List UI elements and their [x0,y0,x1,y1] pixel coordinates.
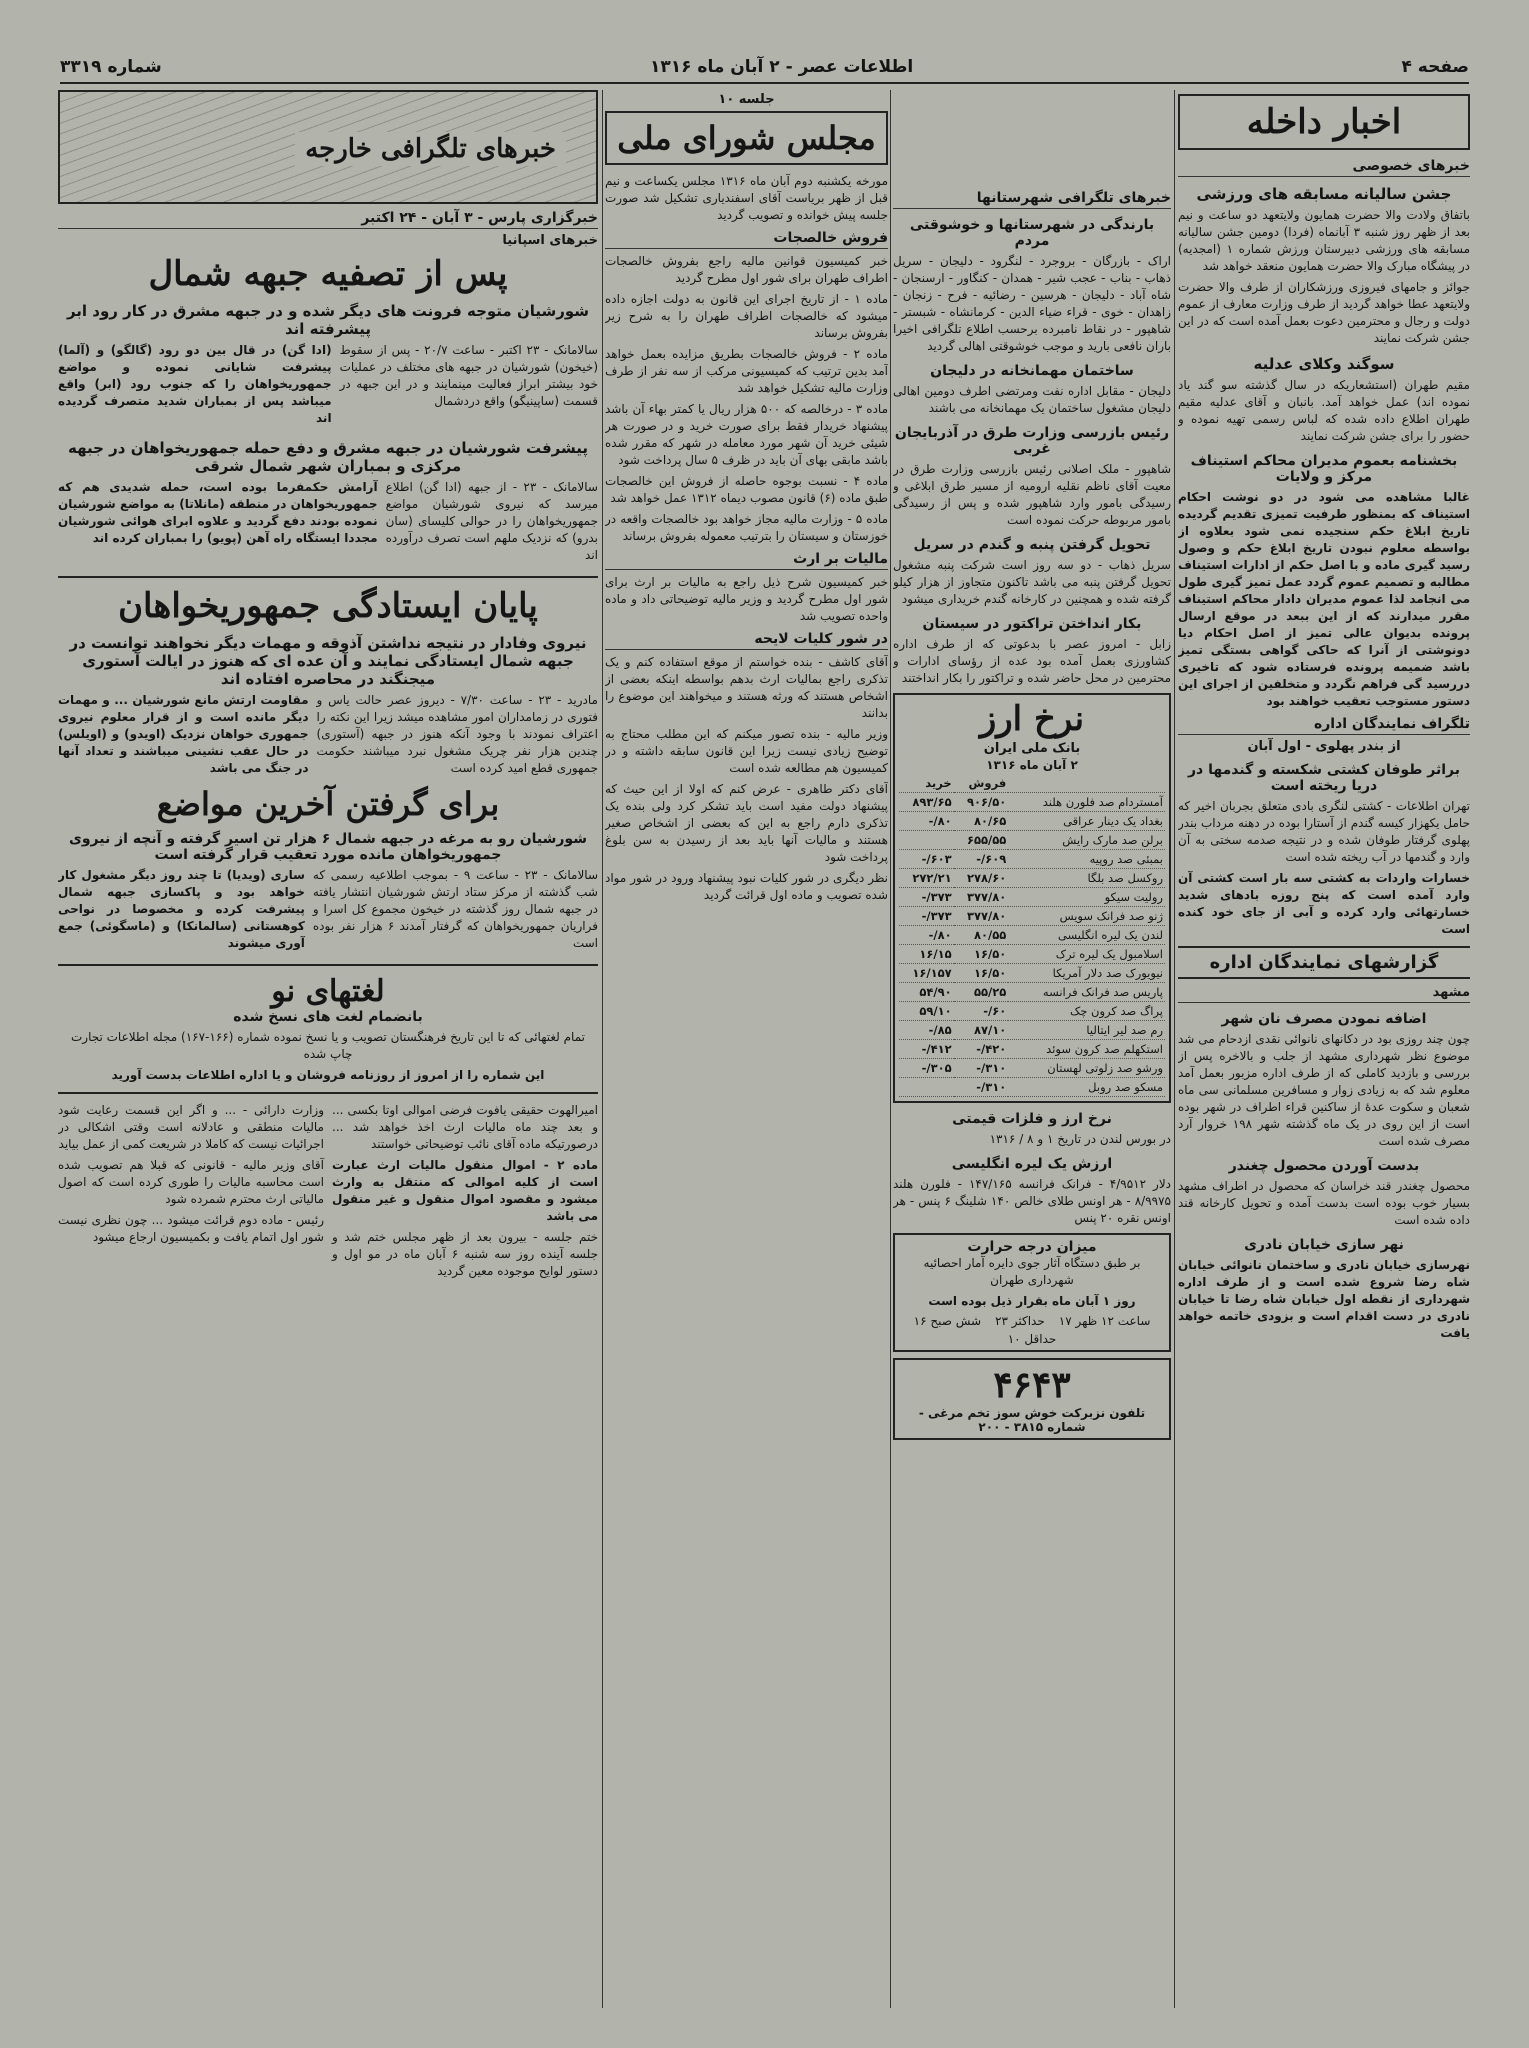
headline: بکار انداختن تراکتور در سیستان [922,616,1142,632]
table-row [899,1059,1165,1078]
headline: بدست آوردن محصول چغندر [1228,1158,1420,1174]
col-header-buy: خرید [899,774,954,793]
headline: براثر طوفان کشتی شکسته و گندمها در دریا ریخته است [1188,762,1460,794]
article-text: باتفاق ولادت والا حضرت همایون ولایتعهد دو ساعت و نیم بعد از ظهر روز شنبه ۳ آبانماه (فردا) دومین جشن سالیانه مسابقه های ورزشی دبیرستان ورزش شماره ۱ (امجدیه) در پیشگاه مبارک والا حضرت همایون منعقد خواهد شد [1178,208,1470,273]
table-row [899,1021,1165,1040]
article-text: دلار ۴/۹۵۱۲ - فرانک فرانسه ۱۴۷/۱۶۵ - فلورن هلند ۸/۹۹۷۵ - هر اونس طلای خالص ۱۴۰ شلینگ ۶ پنس - هر اونس نقره ۲۰ پنس [893,1177,1171,1225]
column-rule [1174,90,1175,2008]
article-text: جوائز و جامهای فیروزی ورزشکاران از طرف والا حضرت ولایتعهد عطا خواهد گردید از طرف وزارت معارف از عموم دولت و رجال و محترمین دعوت بعمل آمده است که در این جشن شرکت نمایند [1178,280,1470,345]
temperature-item: ساعت ۱۲ ظهر ۱۷ [1058,1314,1151,1328]
section-title: خبرهای اسپانیا [502,233,598,248]
exchange-table [899,774,1165,1097]
section-title: فروش خالصجات [605,230,888,249]
currency-name: روکسل صد بلگا [1008,869,1165,888]
buy-rate: ۸۵/- [899,1021,954,1040]
currency-name: برلن صد مارک رایش [1008,831,1165,850]
table-row [899,812,1165,831]
article-text: تهران اطلاعات - کشتی لنگری بادی متعلق بجربان اخیر که حامل یکهزار کیسه گندم از آستارا بوده در دهنه مرداب بندر پهلوی گرفتار طوفان شده و در نتیجه صدمه سختی به آن وارد و گندمها در آب ریخته شده است [1178,799,1470,864]
currency-name: بغداد یک دینار عراقی [1008,812,1165,831]
divider [58,576,598,578]
article-text: آقای کاشف - بنده خواستم از موقع استفاده کنم و یک تذکری راجع بمالیات ارث بدهم بواسطه اینکه بعضی از اشخاص هستند که ورثه هستند و میخواهند این موضوع را بدانند [605,655,888,720]
buy-rate: ۲۷۲/۲۱ [899,869,954,888]
buy-rate: ۸۰/- [899,812,954,831]
headline: پس از تصفیه جبهه شمال [148,254,508,294]
sell-rate: ۹۰۶/۵۰ [954,793,1009,812]
article-text: این شماره را از امروز از روزنامه فروشان و یا اداره اطلاعات بدست آورید [111,1068,545,1082]
buy-rate: ۶۰۳/- [899,850,954,869]
section-title: در شور کلیات لایحه [605,631,888,650]
article-text: وزیر مالیه - بنده تصور میکنم که این مطلب محتاج به توضیح زیادی نیست زیرا این قانون سابقه داشته و در کمیسیون هم مطالعه شده است [605,727,888,775]
table-row [899,793,1165,812]
bank-name: بانک ملی ایران [983,741,1081,756]
issue-number: شماره ۳۳۱۹ [60,57,162,77]
temperature-box [893,1233,1171,1352]
article-text: مقیم طهران (استشعاریکه در سال گذشته سو گند یاد نموده اند) عمل خواهد آمد. بانبان و آقای عدلیه مقیم طهران اطلاع داده شده که لباس رسمی تهیه نموده و حضور را برای جشن شرکت نمایند [1178,378,1470,443]
table-row [899,983,1165,1002]
headline: ارزش یک لیره انگلیسی [951,1156,1113,1172]
temperature-item: حداکثر ۲۳ [995,1314,1045,1328]
sell-rate: ۶۵۵/۵۵ [954,831,1009,850]
sell-rate: ۱۶/۵۰ [954,945,1009,964]
section-title: خبرهای خصوصی [1178,158,1470,177]
article-text: شاهپور - ملک اصلانی رئیس بازرسی وزارت طرق در معیت آقای ناظم نقلیه ارومیه از مسیر طرق ابلاغی و رسیدگی بامور وارد شاهپور شده و پس از رسیدگی بامور مربوطه حرکت نموده است [893,462,1171,527]
buy-rate: ۳۰۵/- [899,1059,954,1078]
article-text: مورخه یکشنبه دوم آبان ماه ۱۳۱۶ مجلس یکساعت و نیم قبل از ظهر بریاست آقای اسفندیاری تشکیل شد صورت جلسه پیش خوانده و تصویب گردید [605,174,888,222]
table-row [899,1078,1165,1097]
currency-name: رولیت سیکو [1008,888,1165,907]
subheadline: شورشیان رو به مرغه در جبهه شمال ۶ هزار تن اسیر گرفته و آنچه از نیروی جمهوریخواهان مانده مورد تعقیب قرار گرفته است [69,831,587,863]
article-text: چون چند روزی بود در دکانهای نانوائی نقدی ازدحام می شد موضوع نظر شهرداری مشهد از جلب و بالاخره پس از بررسی و بازدید کاملی که از طرف اداره مزبور بعمل آمد معلوم شد که به زیادی زوار و مسافرین مسلمانی سی ماه شعبان و سکوت عدۀ از ساکنین قراء اطراف در شهر بوده است از این روی در یک ماه گذشته شهر ۱۹۸ خروار آرد مصرف شده است [1178,1032,1470,1148]
temperature-item: شش صبح ۱۶ [913,1314,982,1328]
article-text: در بورس لندن در تاریخ ۱ و ۸ / ۱۳۱۶ [989,1132,1171,1146]
section-masthead: مجلس شورای ملی [605,111,888,165]
col-header [1008,774,1165,793]
article-text: محصول چغندر قند خراسان که محصول در اطراف مشهد بسیار خوب بوده است بدست آمده و تحویل کارخانه قند داده شده است [1178,1179,1470,1227]
ad-phone-number: ۴۶۴۳ [993,1364,1071,1406]
section-title: مالیات بر ارث [605,551,888,570]
sell-rate: ۵۵/۲۵ [954,983,1009,1002]
currency-name: پراگ صد کرون چک [1008,1002,1165,1021]
headline: پایان ایستادگی جمهوریخواهان [118,586,538,626]
article-text: ختم جلسه - بیرون بعد از ظهر مجلس ختم شد و جلسه آینده روز سه شنبه ۶ آبان ماه در مو اول و دستور لوایح موجوده معین گردید [332,1230,598,1278]
table-row [899,907,1165,926]
table-row [899,888,1165,907]
sell-rate: ۳۷۷/۸۰ [954,888,1009,907]
currency-name: مسکو صد روبل [1008,1078,1165,1097]
column-foreign-news [58,90,598,2008]
sell-rate: ۸۰/۵۵ [954,926,1009,945]
sell-rate: ۶۰۹/- [954,850,1009,869]
article-text: غالبا مشاهده می شود در دو نوشت احکام استیناف که بمنظور طرفیت تمیزی تقدیم گردیده تاریخ ابلاغ حکم سنجیده نمی شود بعلاوه از بواسطه معلوم نبودن تاریخ ابلاغ حکم و وصول رسید گیری ماده و با اصل حکم از ادارات استیناف مطالبه و تصمیم عموم گردد عمل تمیز گیری طول می انجامد لذا عموم مدیران دادار محاکم استیناف مقرر میدارند که از این ببعد در موقع ارسال پرونده بدیوان عالی تمیز از اصل احکام دیا دونوشتی از آنرا که حاکی گواهی بستگی تمیز باشد ضمیمه پرونده فرستاده شود که تاخیری دررسید گی فراهم نگردد و متخلفین از اجرای این دستور مستوجب تعقیب خواهند بود [1178,490,1470,708]
article-columns [58,692,598,781]
table-row [899,1040,1165,1059]
buy-rate: ۵۹/۱۰ [899,1002,954,1021]
article-text: ماده ۳ - درخالصه که ۵۰۰ هزار ریال یا کمتر بهاء آن باشد پیشنهاد خریدار فقط برای صورت خرید و در صورت هر شیئی خرید آن شهر مورد معامله در شهر که مقرر شده باشد مابقی بهای آن باید در ظرف ۵ سال پرداخت شود [605,402,888,467]
buy-rate: ۳۷۳/- [899,907,954,926]
article-text: وزارت دارائی - ... و اگر این قسمت رعایت شود مالیات منطقی و عادلانه است وقتی اشکالی در اجرائیات نیست که کاملا در شریعت کمی از عمل بیاید [58,1103,324,1151]
divider [58,1092,598,1094]
column-provincial-news [893,90,1171,2008]
buy-rate: ۴۱۲/- [899,1040,954,1059]
currency-name: پاریس صد فرانک فرانسه [1008,983,1165,1002]
buy-rate: ۸۰/- [899,926,954,945]
article-text: بر طبق دستگاه آثار جوی دایره آمار احصائیه شهرداری طهران [923,1256,1141,1287]
buy-rate: ۱۶/۱۵ [899,945,954,964]
article-text: آقای دکتر طاهری - عرض کنم که اولا از این حیث که پیشنهاد دولت مفید است باید تشکر کرد ولی بنده یک تذکری دارم راجع به این که بعضی از اشخاص صغیر هستند و مالیات آنها باید بعد از رسیدن به سن بلوغ پرداخت شود [605,782,888,864]
article-text: روز ۱ آبان ماه بقرار ذیل بوده است [928,1294,1136,1308]
article-text: سالامانک - ۲۳ اکتبر - ساعت ۲۰/۷ - پس از سقوط (خیخون) شورشیان در جبهه های مختلف در عملیات خود بیشتر ابراز فعالیت مینمایند و در این جبهه در قسمت (ساپینیگو) واقع دردشمال [339,343,598,408]
temperature-list [899,1314,1165,1346]
table-header-row [899,774,1165,793]
table-row [899,850,1165,869]
article-text: دلیجان - مقابل اداره نفت ومرتضی اطرف دومین اهالی دلیجان مشغول ساختمان یک مهمانخانه می باشند [893,384,1171,415]
subheadline: شورشیان متوجه فرونت های دیگر شده و در جبهه مشرق در کار رود ابر پیشرفته اند [66,302,590,338]
foreign-news-banner [58,90,598,204]
article-columns [58,867,598,956]
article-text: آرامش حکمفرما بوده است، حمله شدیدی هم که جمهوریخواهان در منطقه (مانلاتا) به مواضع شورشیان نموده بودند دفع گردید و علاوه ابرای هوائی شورشیان مجددا ایستگاه راه آهن (پویو) را بمباران کرده اند [58,480,378,545]
sell-rate: ۸۷/۱۰ [954,1021,1009,1040]
headline: لغتهای نو [271,974,385,1009]
exchange-date: ۲ آبان ماه ۱۳۱۶ [986,758,1078,772]
article-text: مادرید - ۲۳ - ساعت ۷/۳۰ - دیروز عصر حالت یاس و فتوری در زمامداران امور مشاهده میشد زیرا این نکته را اعتراف نمودند با وجود آنکه هنوز در جبهه (آستوری) چندین هزار نفر چریک مشغول نبرد میباشند حکومت جمهوری قطع امید کرده است [316,693,598,775]
sell-rate: ۸۰/۶۵ [954,812,1009,831]
table-row [899,869,1165,888]
article-text: سریل ذهاب - دو سه روز است شرکت پنبه مشغول تحویل گرفتن پنبه می باشد تاکنون متجاوز از هزار کیلو گرفته شده و همچنین در کارخانه گندم خریداری میشود [893,558,1171,606]
article-text: زابل - امروز عصر با بدعوتی که از طرف اداره کشاورزی بعمل آمده بود عده از رؤسای ادارات و محترمین در محل حاضر شده و تراکتور را بکار انداختند [893,637,1171,685]
headline: ساختمان مهمانخانه در دلیجان [930,363,1134,379]
headline: جشن سالیانه مسابقه های ورزشی [1196,185,1452,203]
ad-text: تلفون نزبرکت خوش سوز تخم مرغی - شماره ۳۸۱۵ - ۲۰۰ [918,1406,1146,1434]
headline: پیشرفت شورشیان در جبهه مشرق و دفع حمله جمهوریخواهان در جبهه مرکزی و بمباران شهر شمال شرقی [67,439,588,475]
article-column [58,1102,324,1284]
currency-name: استکهلم صد کرون سوئد [1008,1040,1165,1059]
temperature-item: حداقل ۱۰ [1007,1332,1057,1346]
buy-rate: ۱۶/۱۵۷ [899,964,954,983]
article-text: خبر کمیسیون قوانین مالیه راجع بفروش خالصجات اطراف طهران برای شور اول مطرح گردید [605,254,888,285]
table-row [899,926,1165,945]
article-text: ماده ۵ - وزارت مالیه مجاز خواهد بود خالصجات واقعه در خوزستان و سیستان را بترتیب معموله بفروش برساند [605,512,888,543]
section-title: گزارشهای نمایندگان اداره [1178,946,1470,979]
buy-rate [899,831,954,850]
article-text: ماده ۱ - از تاریخ اجرای این قانون به دولت اجازه داده میشود که خالصجات اطراف طهران را به شرح زیر بفروش برساند [605,292,888,340]
article-columns [58,1102,598,1284]
exchange-title: نرخ ارز [979,699,1085,739]
article-text: ماده ۲ - اموال منقول مالیات ارث عبارت است از کلیه اموالی که منتقل به وارث میشود و مقصود اموال منقول و غیر منقول می باشد [332,1158,598,1223]
sell-rate: ۳۱۰/- [954,1059,1009,1078]
headline: سوگند وکلای عدلیه [1253,355,1395,373]
article-text: سالامانک - ۲۳ - از جبهه (ادا گن) اطلاع میرسد که نیروی شورشیان مواضع جمهوریخواهان را در حوالی کلیسای (سان بدرو) که نزدیک ملهم است تصرف درآورده اند [385,480,598,562]
dateline: از بندر پهلوی - اول آبان [1247,739,1401,754]
headline: نهر سازی خیابان نادری [1244,1237,1404,1253]
article-columns [58,342,598,431]
article-text: نظر دیگری در شور کلیات نبود پیشنهاد ورود در شور مواد شده تصویب و ماده اول قرائت گردید [605,871,888,902]
table-row [899,831,1165,850]
sell-rate: ۴۲۰/- [954,1040,1009,1059]
article-text: (ادا گن) در قال بین دو رود (گالگو) و (آلما) پیشرفت شایانی نموده و مواضع جمهوریخواهان را که جنوب رود (ابر) واقع میباشد پس از بمباران شدید متصرف گردیده اند [58,343,332,425]
column-domestic-news [1178,90,1470,2008]
currency-name: اسلامبول یک لیره ترک [1008,945,1165,964]
currency-name: بمبئی صد روپیه [1008,850,1165,869]
headline: بخشنامه بعموم مدیران محاکم استیناف مرکز و ولایات [1190,453,1458,485]
article-text: خسارات واردات به کشتی سه بار است کشتی آن وارد آمده است که پنج روزه بادهای شدید خسارتهائی وارد کرده و آبی از جای خود کنده است [1178,871,1470,936]
article-text: نهرسازی خیابان نادری و ساختمان نانوائی خیابان شاه رضا شروع شده است و از طرف اداره شهرداری از نقطه اول خیابان شاه رضا تا خیابان نادری در دست اقدام است و بزودی خاتمه خواهد یافت [1178,1258,1470,1340]
currency-name: نیویورک صد دلار آمریکا [1008,964,1165,983]
article-text: رئیس - ماده دوم قرائت میشود ... چون نظری نیست شور اول اتمام یافت و بکمیسیون ارجاع میشود [58,1213,324,1244]
page-number: صفحه ۴ [1401,57,1469,77]
currency-name: ژنو صد فرانک سویس [1008,907,1165,926]
article-text: ماده ۴ - نسبت بوجوه حاصله از فروش این خالصجات طبق ماده (۶) قانون مصوب دیماه ۱۳۱۲ عمل خواهد شد [605,474,888,505]
headline: بارندگی در شهرستانها و خوشوقتی مردم [909,217,1155,249]
exchange-rates-box [893,693,1171,1103]
headline: میزان درجه حرارت [967,1239,1097,1255]
sell-rate: ۳۱۰/- [954,1078,1009,1097]
section-title: تلگراف نمایندگان اداره [1178,716,1470,735]
article-text: ماده ۲ - فروش خالصجات بطریق مزایده بعمل خواهد آمد بدین ترتیب که کمیسیونی مرکب از سه نفر از طرف وزارت مالیه تشکیل خواهد شد [605,347,888,395]
article-text: اراک - بازرگان - بروجرد - لنگرود - دلیجان - سریل ذهاب - بناب - عجب شیر - همدان - کنگاور - ارسنجان - شاه آباد - دلیجان - هرسین - رضائیه - فرح - زنجان - زاهدان - خوی - قراء ضیاء الدین - کرمانشاه - شبستر - شاهپور - در نقاط نامبرده برحسب اطلاع تلگرافی اخیرا باران نافعی بارید و موجب خوشوقتی اهالی گردید [893,254,1171,353]
article-column [332,1102,598,1284]
buy-rate [899,1078,954,1097]
session-number: جلسه ۱۰ [718,92,775,107]
buy-rate: ۸۹۳/۶۵ [899,793,954,812]
article-text: خبر کمیسیون شرح ذیل راجع به مالیات بر ارث برای شور اول مطرح گردید و وزیر مالیه توضیحاتی داد و ماده واحده تصویب شد [605,575,888,623]
column-rule [890,90,891,2008]
article-text: سالامانک - ۲۳ - ساعت ۹ - بموجب اطلاعیه رسمی که شب گذشته از مرکز ستاد ارتش شورشیان انتشار یافته در جبهه شمال روز گذشته در خیخون مجموع کل اسرا و فراریان جمهوریخواهان که گرفتار آمدند ۶ هزار نفر بوده است [312,868,598,950]
sell-rate: ۶۰/- [954,1002,1009,1021]
dateline: خبرگزاری پارس - ۳ آبان - ۲۴ اکتبر [58,210,598,229]
headline: نرخ ارز و فلزات قیمتی [952,1111,1112,1127]
subheadline: نیروی وفادار در نتیجه نداشتن آذوقه و مهمات دیگر نخواهند توانست در جبهه شمال ایستادگی نمایند و آن عده ای که هنوز در ایالت آستوری میجنگند در محاصره افتاده اند [69,634,587,688]
divider [58,964,598,966]
banner-title: خبرهای تلگرافی خارجه [295,132,566,166]
column-parliament [605,90,888,2008]
advertisement [893,1358,1171,1440]
buy-rate: ۳۷۳/- [899,888,954,907]
article-text: ساری (ویدیا) تا چند روز دیگر مشغول کار خواهد بود و پاکسازی جبهه شمال پیشرفت کرده و مخصوصا در نواحی کوهستانی (سالمانکا) و (ماسگوئی) جمع آوری میشوند [58,868,305,950]
currency-name: آمستردام صد فلورن هلند [1008,793,1165,812]
currency-name: لندن یک لیره انگلیسی [1008,926,1165,945]
section-title: خبرهای تلگرافی شهرستانها [893,190,1171,209]
exchange-rows [899,793,1165,1097]
headline: اضافه نمودن مصرف نان شهر [1221,1011,1427,1027]
sell-rate: ۱۶/۵۰ [954,964,1009,983]
article-text: مقاومت ارتش مانع شورشیان ... و مهمات دیگر مانده است و از قرار معلوم نیروی جمهوری خواهان نزدیک (اویدو) و (اویلس) در حال عقب نشینی میباشند و تعداد آنها در جنگ می باشد [58,693,309,775]
currency-name: رم صد لیر ایتالیا [1008,1021,1165,1040]
section-masthead: اخبار داخله [1178,94,1470,150]
city-label: مشهد [1178,985,1470,1003]
table-row [899,945,1165,964]
headline: برای گرفتن آخرین مواضع [156,785,500,823]
paper-date: اطلاعات عصر - ۲ آبان ماه ۱۳۱۶ [649,57,914,77]
headline: رئیس بازرسی وزارت طرق در آذربایجان غربی [894,425,1170,457]
article-text: آقای وزیر مالیه - قانونی که قبلا هم تصویب شده است محاسبه مالیات را طوری کرده است که اصول مالیاتی ارث محترم شمرده شود [58,1158,324,1206]
article-columns [58,479,598,568]
table-row [899,1002,1165,1021]
article-text: امیرالهوت حقیقی یافوت فرضی اموالی اوتا بکسی ... و بعد چند ماه مالیات ارث اخذ خواهد شد ... درصورتیکه ماده آقای نائب توضیحاتی خواستند [332,1103,598,1151]
buy-rate: ۵۴/۹۰ [899,983,954,1002]
sell-rate: ۲۷۸/۶۰ [954,869,1009,888]
column-rule [602,90,603,2008]
col-header-sell: فروش [954,774,1009,793]
headline: تحویل گرفتن پنبه و گندم در سریل [913,537,1151,553]
article-text: تمام لغتهائی که تا این تاریخ فرهنگستان تصویب و یا نسخ نموده شماره (۱۶۶-۱۶۷) مجله اطلاعات تجارت چاپ شده [70,1030,585,1061]
page-header [60,52,1469,84]
table-row [899,964,1165,983]
sell-rate: ۳۷۷/۸۰ [954,907,1009,926]
subheadline: بانضمام لغت های نسخ شده [233,1009,423,1025]
currency-name: ورشو صد زلوتی لهستان [1008,1059,1165,1078]
